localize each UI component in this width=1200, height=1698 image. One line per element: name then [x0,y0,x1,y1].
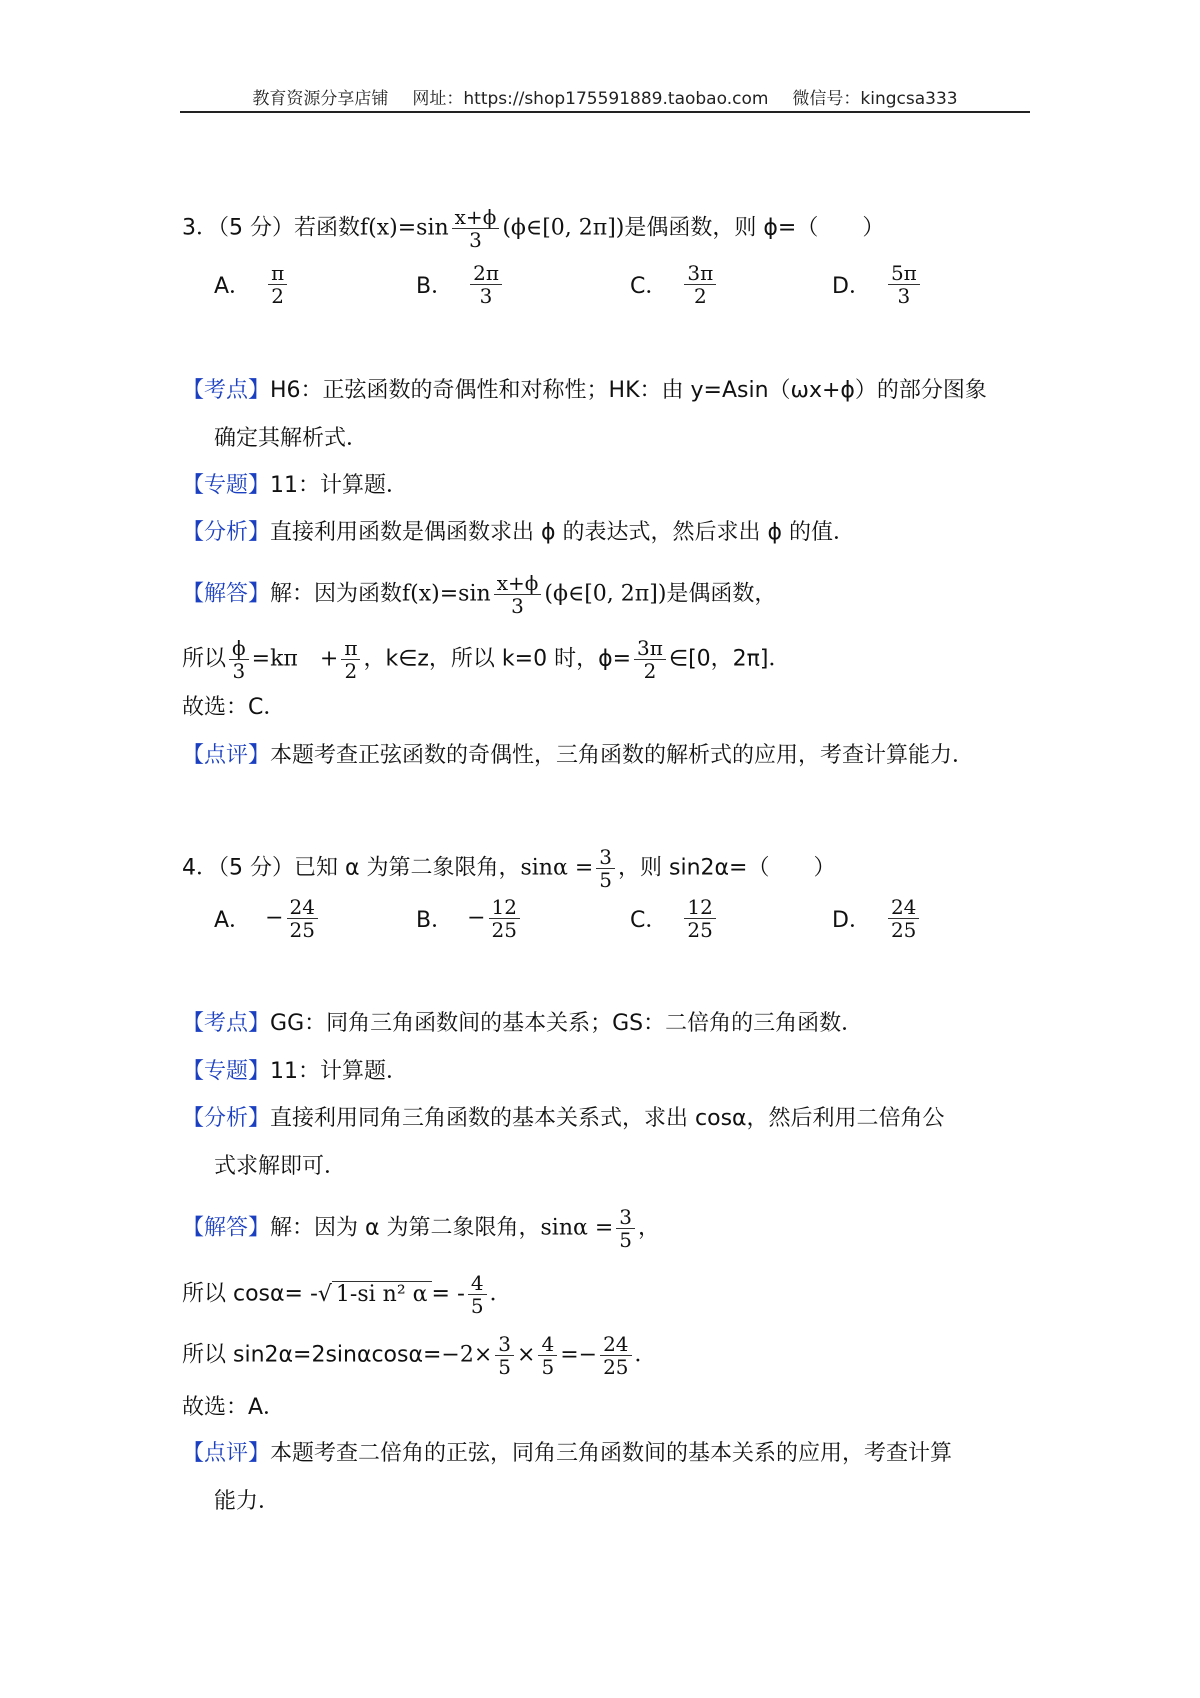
q3-option-c: C． $\frac{3\pi}{2}$ [630,262,719,307]
q3-jieda: 【解答】解：因为函数f(x)=sin $\frac{x+\phi}{3}$ (ϕ∈[0, 2π])是偶函数， [182,571,777,618]
sqrt-expression: √ 1-si n² α [318,1280,432,1310]
q4-dianping-cont: 能力． [214,1489,281,1514]
q4-option-d: D． $\frac{24}{25}$ [832,896,922,941]
q4-option-c: C． $\frac{12}{25}$ [630,896,719,941]
q3-kaodian-cont: 确定其解析式． [214,426,369,451]
q4-sin2-line: 所以 sin2α=2sinαcosα=−2× $\frac{3}{5}$ × $\frac{4}{5}$ =− $\frac{24}{25}$ ． [182,1332,657,1379]
page-header [180,84,1030,109]
q4-cos-line: 所以 cosα= -√ 1-si n² α = - $\frac{4}{5}$ ． [182,1271,512,1318]
wechat-id: 微信号：kingcsa333 [792,89,958,109]
jieda-tag: 【解答】 [182,581,271,607]
q3-kaodian: 【考点】H6：正弦函数的奇偶性和对称性；HK：由 y=Asin（ωx+ϕ）的部分图象 [182,378,987,403]
q3-fenxi: 【分析】直接利用函数是偶函数求出 ϕ 的表达式，然后求出 ϕ 的值． [182,520,856,545]
q4-jieda: 【解答】解：因为 α 为第二象限角，sinα = $\frac{3}{5}$ ， [182,1205,661,1252]
q3-guxuan: 故选：C． [182,695,286,720]
q3-jieda-line2: 所以 $\frac{\phi}{3}$ =kπ + $\frac{\pi}{2}$ ，k∈z，所以 k=0 时，ϕ= $\frac{3\pi}{2}$ ∈[0，2π]． [182,636,791,683]
q3-option-b: B． $\frac{2\pi}{3}$ [416,262,505,307]
q4-kaodian: 【考点】GG：同角三角函数间的基本关系；GS：二倍角的三角函数． [182,1011,864,1036]
shop-name: 教育资源分享店铺 [252,89,389,109]
kaodian-tag: 【考点】 [182,378,271,403]
header-divider [180,111,1030,113]
q4-option-b: B． − $\frac{12}{25}$ [416,896,523,941]
q4-fenxi-cont: 式求解即可． [214,1154,347,1179]
q4-zhuanti: 【专题】11：计算题． [182,1059,409,1084]
q3-func-prefix: f(x)=sin [360,215,449,241]
q3-func-fraction: $\frac{x+\phi}{3}$ [452,206,500,251]
q4-stem: 4．（5 分）已知 α 为第二象限角，sinα = $\frac{3}{5}$ ，则 sin2α=（ ） [182,845,836,892]
q3-func-domain: (ϕ∈[0, 2π]) [502,215,625,241]
q3-stem [182,206,884,251]
q3-zhuanti: 【专题】11：计算题． [182,473,409,498]
q4-guxuan: 故选：A． [182,1395,286,1420]
q4-dianping: 【点评】本题考查二倍角的正弦，同角三角函数间的基本关系的应用，考查计算 [182,1441,953,1466]
q3-stem-end: 是偶函数，则 ϕ=（ ） [624,215,885,241]
q4-option-a: A． − $\frac{24}{25}$ [214,896,321,941]
zhuanti-tag: 【专题】 [182,473,271,498]
q3-option-a: A． $\frac{\pi}{2}$ [214,262,290,307]
dianping-tag: 【点评】 [182,743,271,768]
url-label: 网址： [412,89,464,109]
fenxi-tag: 【分析】 [182,520,271,545]
q3-dianping: 【点评】本题考查正弦函数的奇偶性，三角函数的解析式的应用，考查计算能力． [182,743,975,768]
q3-stem-text: 3．（5 分）若函数 [182,215,360,241]
shop-url[interactable]: https://shop175591889.taobao.com [463,89,769,109]
q4-fenxi: 【分析】直接利用同角三角函数的基本关系式，求出 cosα，然后利用二倍角公 [182,1106,945,1131]
q3-option-d: D． $\frac{5\pi}{3}$ [832,262,923,307]
